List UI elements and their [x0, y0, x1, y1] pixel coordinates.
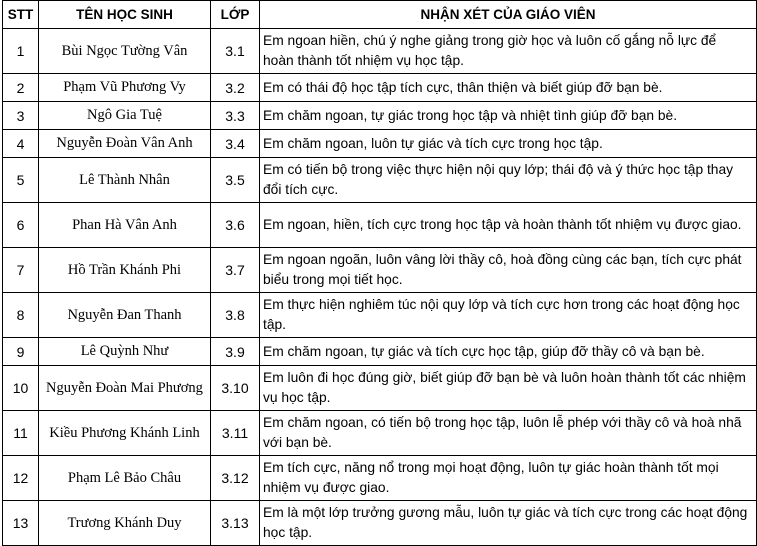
row-student-name: Bùi Ngọc Tường Vân: [39, 29, 211, 74]
row-class: 3.7: [211, 248, 260, 293]
row-remark: Em tích cực, năng nổ trong mọi hoạt động, luôn tự giác hoàn thành tốt mọi nhiệm vụ được giao.: [260, 456, 757, 501]
row-class: 3.5: [211, 158, 260, 203]
row-student-name: Phan Hà Vân Anh: [39, 203, 211, 248]
row-remark: Em luôn đi học đúng giờ, biết giúp đỡ bạn bè và luôn hoàn thành tốt các nhiệm vụ học tập.: [260, 366, 757, 411]
row-stt: 3: [3, 102, 39, 130]
row-student-name: Ngô Gia Tuệ: [39, 102, 211, 130]
header-class: LỚP: [211, 1, 260, 29]
row-class: 3.13: [211, 501, 260, 546]
table-row: [3, 158, 757, 203]
row-student-name: Lê Quỳnh Như: [39, 338, 211, 366]
header-row: [3, 1, 757, 29]
row-class: 3.8: [211, 293, 260, 338]
row-class: 3.6: [211, 203, 260, 248]
row-stt: 13: [3, 501, 39, 546]
table-row: [3, 203, 757, 248]
table-row: [3, 338, 757, 366]
student-remarks-table: [2, 0, 757, 546]
table-row: [3, 248, 757, 293]
row-remark: Em là một lớp trưởng gương mẫu, luôn tự giác và tích cực trong các hoạt động học tập.: [260, 501, 757, 546]
row-class: 3.9: [211, 338, 260, 366]
row-remark: Em ngoan hiền, chú ý nghe giảng trong giờ học và luôn cố gắng nỗ lực để hoàn thành tốt nhiệm vụ học tập.: [260, 29, 757, 74]
header-stt: STT: [3, 1, 39, 29]
row-stt: 8: [3, 293, 39, 338]
row-stt: 11: [3, 411, 39, 456]
row-student-name: Phạm Vũ Phương Vy: [39, 74, 211, 102]
row-remark: Em có thái độ học tập tích cực, thân thiện và biết giúp đỡ bạn bè.: [260, 74, 757, 102]
row-remark: Em chăm ngoan, tự giác trong học tập và nhiệt tình giúp đỡ bạn bè.: [260, 102, 757, 130]
row-stt: 1: [3, 29, 39, 74]
row-class: 3.12: [211, 456, 260, 501]
row-stt: 4: [3, 130, 39, 158]
row-remark: Em chăm ngoan, luôn tự giác và tích cực trong học tập.: [260, 130, 757, 158]
row-class: 3.11: [211, 411, 260, 456]
row-student-name: Nguyễn Đoàn Mai Phương: [39, 366, 211, 411]
row-student-name: Nguyễn Đoàn Vân Anh: [39, 130, 211, 158]
row-stt: 10: [3, 366, 39, 411]
row-class: 3.4: [211, 130, 260, 158]
row-student-name: Nguyễn Đan Thanh: [39, 293, 211, 338]
table-row: [3, 74, 757, 102]
row-class: 3.1: [211, 29, 260, 74]
table-row: [3, 29, 757, 74]
table-row: [3, 293, 757, 338]
row-class: 3.2: [211, 74, 260, 102]
table-row: [3, 411, 757, 456]
row-stt: 9: [3, 338, 39, 366]
row-student-name: Lê Thành Nhân: [39, 158, 211, 203]
row-stt: 2: [3, 74, 39, 102]
row-student-name: Trương Khánh Duy: [39, 501, 211, 546]
row-student-name: Hồ Trần Khánh Phi: [39, 248, 211, 293]
row-stt: 5: [3, 158, 39, 203]
table-row: [3, 130, 757, 158]
row-remark: Em có tiến bộ trong việc thực hiện nội quy lớp; thái độ và ý thức học tập thay đổi tích cực.: [260, 158, 757, 203]
row-student-name: Phạm Lê Bảo Châu: [39, 456, 211, 501]
row-remark: Em ngoan, hiền, tích cực trong học tập và hoàn thành tốt nhiệm vụ được giao.: [260, 203, 757, 248]
row-student-name: Kiều Phương Khánh Linh: [39, 411, 211, 456]
row-stt: 7: [3, 248, 39, 293]
row-class: 3.10: [211, 366, 260, 411]
table-row: [3, 366, 757, 411]
row-class: 3.3: [211, 102, 260, 130]
table-row: [3, 102, 757, 130]
row-remark: Em thực hiện nghiêm túc nội quy lớp và tích cực hơn trong các hoạt động học tập.: [260, 293, 757, 338]
row-remark: Em chăm ngoan, tự giác và tích cực học tập, giúp đỡ thầy cô và bạn bè.: [260, 338, 757, 366]
table-row: [3, 501, 757, 546]
header-student-name: TÊN HỌC SINH: [39, 1, 211, 29]
row-remark: Em chăm ngoan, có tiến bộ trong học tập, luôn lễ phép với thầy cô và hoà nhã với bạn bè.: [260, 411, 757, 456]
row-stt: 12: [3, 456, 39, 501]
table-row: [3, 456, 757, 501]
header-teacher-remark: NHẬN XÉT CỦA GIÁO VIÊN: [260, 1, 757, 29]
row-stt: 6: [3, 203, 39, 248]
row-remark: Em ngoan ngoãn, luôn vâng lời thầy cô, hoà đồng cùng các bạn, tích cực phát biểu trong mọi tiết học.: [260, 248, 757, 293]
